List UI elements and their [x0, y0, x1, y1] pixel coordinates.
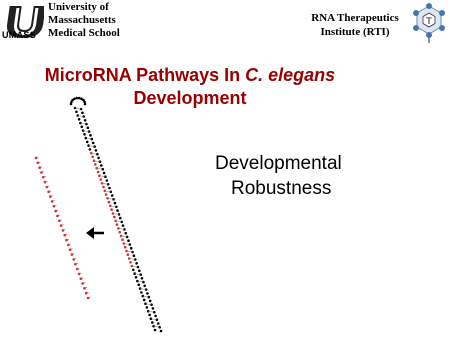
loop-nucleotide [78, 97, 81, 100]
nucleotide [106, 179, 109, 182]
loop-nucleotide [84, 103, 87, 106]
university-line-1: University of [48, 1, 109, 13]
nucleotide [154, 329, 157, 332]
nucleotide [148, 314, 151, 317]
nucleotide [151, 321, 154, 324]
nucleotide [97, 171, 100, 174]
nucleotide [108, 187, 111, 190]
nucleotide [122, 224, 125, 227]
nucleotide [149, 300, 152, 303]
nucleotide [84, 119, 87, 122]
nucleotide [121, 238, 124, 241]
nucleotide [103, 172, 106, 175]
nucleotide [95, 149, 98, 152]
nucleotide [157, 322, 160, 325]
nucleotide [130, 247, 133, 250]
nucleotide [94, 163, 97, 166]
nucleotide [81, 112, 84, 115]
nucleotide [71, 253, 74, 256]
nucleotide [100, 164, 103, 167]
nucleotide [72, 258, 75, 261]
nucleotide [111, 194, 114, 197]
umass-logo-text: UMASS [2, 30, 37, 40]
nucleotide [102, 186, 105, 189]
nucleotide [137, 284, 140, 287]
nucleotide [89, 134, 92, 137]
nucleotide [127, 239, 130, 242]
university-line-2: Massachusetts [48, 14, 116, 26]
nucleotide [105, 193, 108, 196]
nucleotide [81, 126, 84, 129]
nucleotide [83, 287, 86, 290]
nucleotide [132, 269, 135, 272]
nucleotide [135, 276, 138, 279]
title-line-2: Development [133, 88, 247, 108]
mature-microrna-strand [35, 157, 91, 300]
nucleotide [78, 273, 81, 276]
university-line-3: Medical School [48, 27, 120, 39]
nucleotide [138, 270, 141, 273]
nucleotide [143, 285, 146, 288]
arrow-head [86, 227, 94, 239]
nucleotide [141, 277, 144, 280]
nucleotide [100, 178, 103, 181]
nucleotide [91, 156, 94, 159]
nucleotide [133, 254, 136, 257]
nucleotide [154, 315, 157, 318]
nucleotide [146, 306, 149, 309]
nucleotide [118, 231, 121, 234]
institute-line-2: Institute (RTI) [320, 26, 390, 38]
nucleotide [78, 118, 81, 121]
nucleotide [113, 216, 116, 219]
precursor-hairpin [70, 97, 163, 333]
nucleotide [92, 142, 95, 145]
nucleotide [140, 291, 143, 294]
nucleotide [108, 201, 111, 204]
nucleotide [119, 217, 122, 220]
nucleotide [74, 263, 77, 266]
nucleotide [83, 133, 86, 136]
subtitle-line-2: Robustness [231, 178, 332, 199]
nucleotide [124, 246, 127, 249]
nucleotide [124, 232, 127, 235]
loop-nucleotide [76, 97, 79, 100]
nucleotide [160, 330, 163, 333]
loop-nucleotide [73, 98, 76, 101]
subtitle-line-1: Developmental [215, 153, 342, 174]
nucleotide [69, 248, 72, 251]
svg-text:T: T [426, 17, 432, 27]
nucleotide [114, 202, 117, 205]
nucleotide [146, 292, 149, 295]
nucleotide [127, 253, 130, 256]
nucleotide [75, 111, 78, 114]
nucleotide [129, 261, 132, 264]
nucleotide [135, 262, 138, 265]
nucleotide [110, 208, 113, 211]
title-text: MicroRNA Pathways In [44, 65, 246, 85]
institute-line-1: RNA Therapeutics [311, 12, 399, 24]
nucleotide [116, 223, 119, 226]
nucleotide [97, 157, 100, 160]
title-species: C. elegans [245, 65, 336, 85]
nucleotide [87, 127, 90, 130]
nucleotide [143, 299, 146, 302]
nucleotide [152, 307, 155, 310]
nucleotide [89, 148, 92, 151]
nucleotide [81, 282, 84, 285]
nucleotide [116, 209, 119, 212]
nucleotide [86, 141, 89, 144]
